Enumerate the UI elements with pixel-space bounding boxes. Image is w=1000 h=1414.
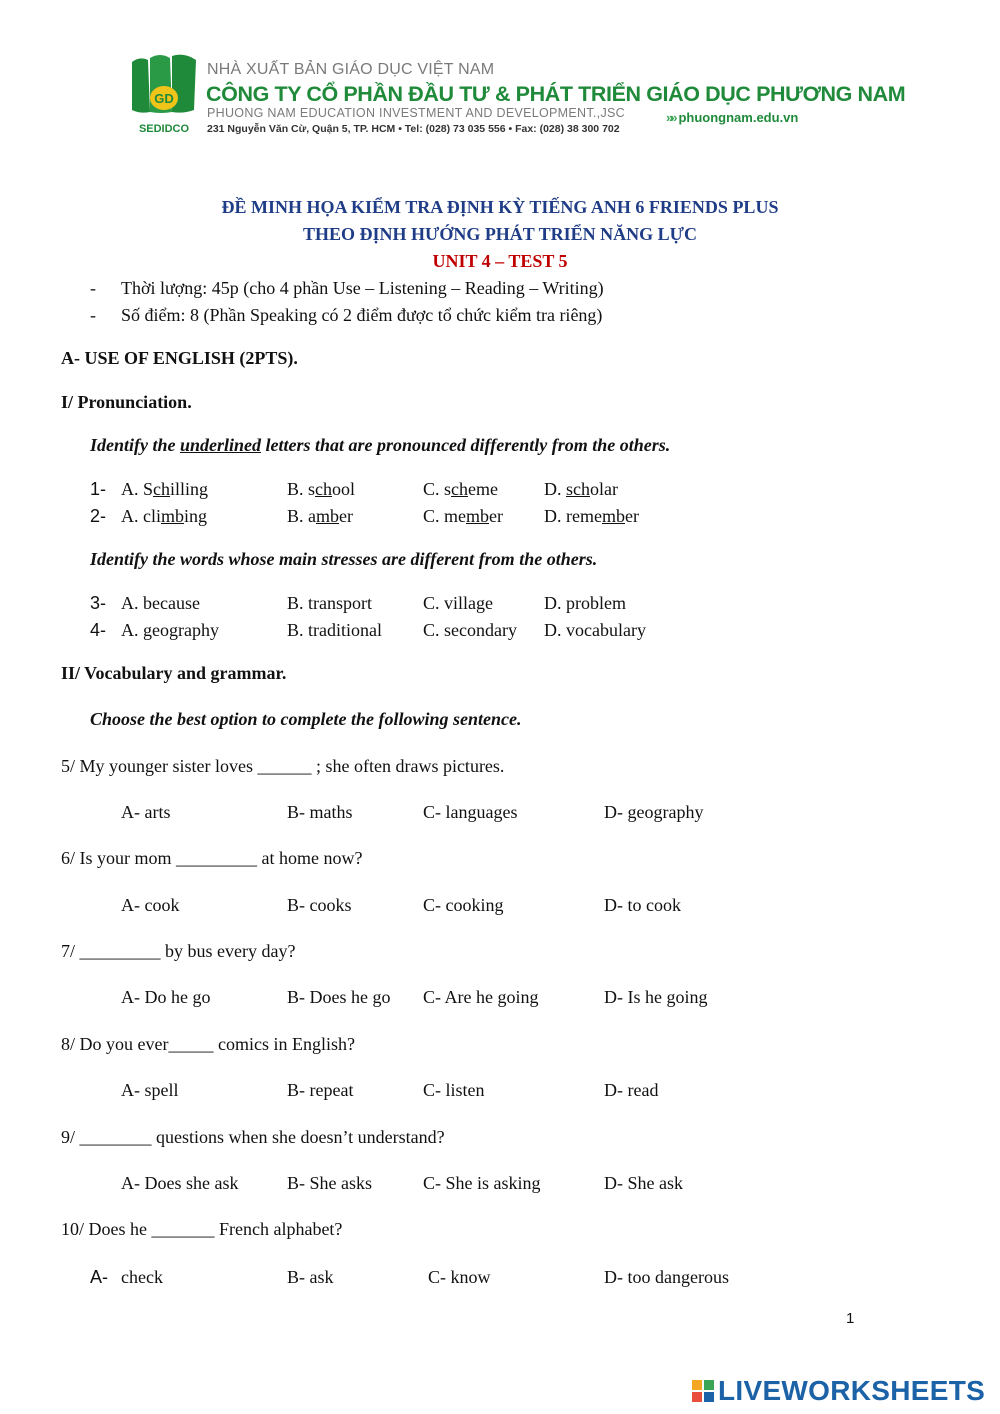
chevrons-icon: »» — [666, 110, 675, 125]
option-d[interactable]: D. scholar — [544, 479, 618, 499]
option-c[interactable]: C. secondary — [423, 620, 517, 640]
option-d[interactable]: D. vocabulary — [544, 620, 646, 640]
doc-title-line2: THEO ĐỊNH HƯỚNG PHÁT TRIỂN NĂNG LỰC — [302, 224, 698, 244]
company-name: CÔNG TY CỔ PHẦN ĐẦU TƯ & PHÁT TRIỂN GIÁO DỤC PHƯƠNG NAM — [206, 82, 906, 106]
option-a[interactable]: A- Do he go — [121, 987, 211, 1007]
option-c[interactable]: C- cooking — [423, 895, 504, 915]
option-c[interactable]: C- know — [428, 1267, 491, 1287]
option-c[interactable]: C. member — [423, 506, 503, 526]
instruction-pronunciation: Identify the underlined letters that are pronounced differently from the others. — [90, 435, 671, 455]
option-b[interactable]: B. transport — [287, 593, 372, 613]
instruction-vocabulary: Choose the best option to complete the following sentence. — [90, 709, 522, 729]
bullet-dash: - — [90, 278, 96, 298]
question-text: 10/ Does he _______ French alphabet? — [61, 1219, 343, 1239]
question-text: 5/ My younger sister loves ______ ; she often draws pictures. — [61, 756, 505, 776]
option-c[interactable]: C. village — [423, 593, 493, 613]
option-d[interactable]: D- She ask — [604, 1173, 683, 1193]
option-d[interactable]: D- read — [604, 1080, 659, 1100]
option-d[interactable]: D- Is he going — [604, 987, 708, 1007]
option-a[interactable]: A- Does she ask — [121, 1173, 239, 1193]
liveworksheets-text: LIVEWORKSHEETS — [718, 1375, 986, 1406]
option-a[interactable]: A. climbing — [121, 506, 208, 526]
option-a-label: A- — [90, 1267, 108, 1287]
option-a[interactable]: A. Schilling — [121, 479, 209, 499]
liveworksheets-logo[interactable] — [692, 1375, 985, 1407]
publisher-name: NHÀ XUẤT BẢN GIÁO DỤC VIỆT NAM — [207, 61, 495, 78]
doc-title-unit: UNIT 4 – TEST 5 — [432, 251, 568, 271]
option-c[interactable]: C- She is asking — [423, 1173, 541, 1193]
brand-text: SEDIDCO — [138, 123, 190, 135]
option-d[interactable]: D- to cook — [604, 895, 681, 915]
section-heading: A- USE OF ENGLISH (2PTS). — [61, 348, 298, 368]
option-d[interactable]: D- too dangerous — [604, 1267, 729, 1287]
option-d[interactable]: D. problem — [544, 593, 626, 613]
logo-square — [692, 1380, 702, 1390]
part-heading-pronunciation: I/ Pronunciation. — [61, 392, 192, 412]
question-text: 7/ _________ by bus every day? — [61, 941, 296, 961]
liveworksheets-icon — [692, 1380, 714, 1402]
option-b[interactable]: B. school — [287, 479, 356, 499]
part-heading-vocabulary: II/ Vocabulary and grammar. — [61, 663, 287, 683]
option-b[interactable]: B. amber — [287, 506, 353, 526]
company-address: 231 Nguyễn Văn Cừ, Quận 5, TP. HCM • Tel: (028) 73 035 556 • Fax: (028) 38 300 702 — [207, 123, 620, 135]
option-c[interactable]: C- languages — [423, 802, 518, 822]
question-text: 8/ Do you ever_____ comics in English? — [61, 1034, 355, 1054]
question-number: 4- — [90, 620, 107, 640]
option-a[interactable]: A- cook — [121, 895, 180, 915]
bullet-dash: - — [90, 305, 96, 325]
logo-square — [704, 1392, 714, 1402]
option-b[interactable]: B- ask — [287, 1267, 334, 1287]
logo-square — [692, 1392, 702, 1402]
option-b[interactable]: B- maths — [287, 802, 353, 822]
option-b[interactable]: B- Does he go — [287, 987, 391, 1007]
page-number: 1 — [846, 1310, 855, 1327]
question-number: 3- — [90, 593, 107, 613]
option-c[interactable]: C- Are he going — [423, 987, 539, 1007]
option-b[interactable]: B. traditional — [287, 620, 382, 640]
emblem-text: GD — [154, 91, 174, 106]
option-a[interactable]: A. geography — [121, 620, 219, 640]
question-number: 2- — [90, 506, 107, 526]
option-d[interactable]: D- geography — [604, 802, 704, 822]
company-english-name: PHUONG NAM EDUCATION INVESTMENT AND DEVELOPMENT.,JSC — [207, 106, 625, 120]
website-text: phuongnam.edu.vn — [678, 110, 799, 125]
option-b[interactable]: B- She asks — [287, 1173, 372, 1193]
info-duration: Thời lượng: 45p (cho 4 phần Use – Listening – Reading – Writing) — [121, 278, 604, 298]
option-c[interactable]: C- listen — [423, 1080, 485, 1100]
option-a[interactable]: A- spell — [121, 1080, 179, 1100]
doc-title-line1: ĐỀ MINH HỌA KIỂM TRA ĐỊNH KỲ TIẾNG ANH 6 FRIENDS PLUS — [221, 197, 779, 217]
publisher-logo-icon — [126, 52, 202, 138]
option-a[interactable]: A- arts — [121, 802, 171, 822]
instruction-stress: Identify the words whose main stresses are different from the others. — [90, 549, 598, 569]
option-b[interactable]: B- cooks — [287, 895, 352, 915]
option-b[interactable]: B- repeat — [287, 1080, 354, 1100]
website-link[interactable] — [666, 110, 798, 125]
logo-square — [704, 1380, 714, 1390]
question-text: 6/ Is your mom _________ at home now? — [61, 848, 363, 868]
question-text: 9/ ________ questions when she doesn’t understand? — [61, 1127, 445, 1147]
info-score: Số điểm: 8 (Phần Speaking có 2 điểm được tổ chức kiểm tra riêng) — [121, 305, 603, 325]
option-d[interactable]: D. remember — [544, 506, 639, 526]
option-a[interactable]: check — [121, 1267, 163, 1287]
question-number: 1- — [90, 479, 107, 499]
option-c[interactable]: C. scheme — [423, 479, 498, 499]
option-a[interactable]: A. because — [121, 593, 200, 613]
